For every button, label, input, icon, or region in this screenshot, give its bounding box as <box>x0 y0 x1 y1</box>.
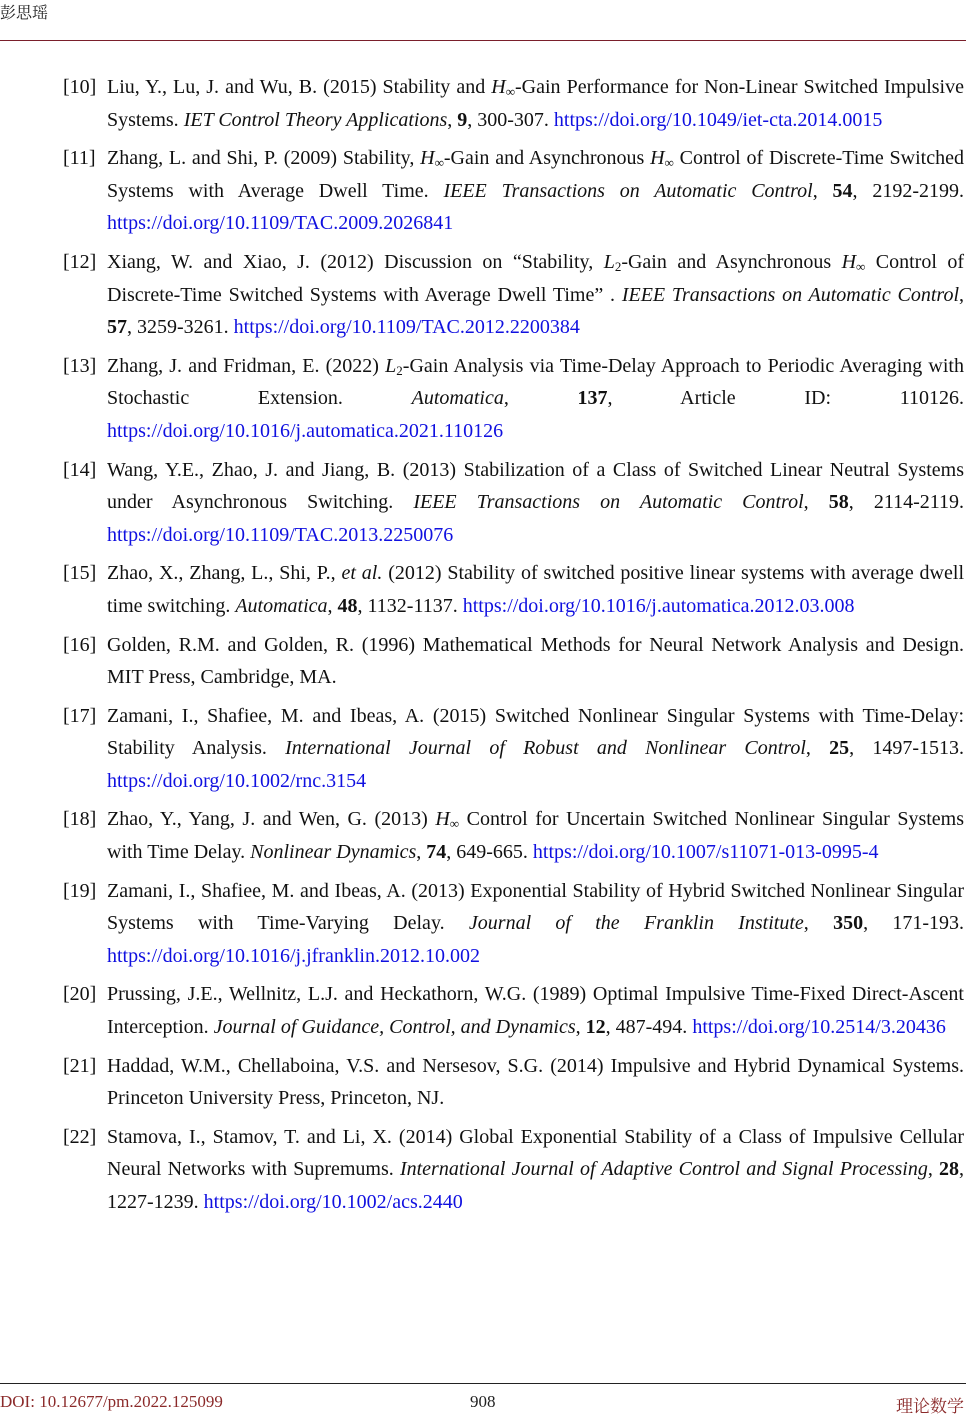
footer-rule <box>0 1383 966 1384</box>
reference-item <box>63 1121 964 1219</box>
reference-segment: , 3259-3261. <box>127 316 234 339</box>
reference-segment: Control of Discrete-Time Switched Systems with Average Dwell Time” . <box>107 250 965 306</box>
math-symbol <box>435 808 459 830</box>
volume-number: 57 <box>107 316 127 339</box>
volume-number: 28 <box>939 1158 960 1181</box>
reference-text <box>107 875 964 973</box>
math-base: L <box>603 250 615 273</box>
journal-title: Nonlinear Dynamics <box>250 841 417 864</box>
reference-text <box>107 978 964 1043</box>
reference-segment: Haddad, W.M., Chellaboina, V.S. and Nersesov, S.G. (2014) Impulsive and Hybrid Dynamical Systems. Princeton University Press, Princeton, NJ. <box>107 1054 964 1110</box>
math-symbol <box>650 147 674 169</box>
volume-number: 12 <box>585 1016 606 1039</box>
doi-link[interactable]: https://doi.org/10.1109/TAC.2009.2026841 <box>107 212 454 235</box>
math-base: H <box>841 250 857 273</box>
reference-item <box>63 71 964 136</box>
reference-segment: , 2114-2119. <box>848 491 964 514</box>
reference-number: [19] <box>63 879 97 902</box>
reference-item <box>63 246 964 344</box>
reference-segment: Zhao, X., Zhang, L., Shi, P., <box>107 562 342 585</box>
reference-segment: Xiang, W. and Xiao, J. (2012) Discussion on “Stability, <box>107 250 604 273</box>
reference-item <box>63 875 964 973</box>
footer-journal: 理论数学 <box>896 1397 964 1416</box>
math-base: L <box>385 354 397 377</box>
math-symbol <box>842 251 866 273</box>
reference-segment: -Gain and Asynchronous <box>621 250 842 273</box>
reference-number: [10] <box>63 76 97 98</box>
reference-segment: , 487-494. <box>605 1016 693 1039</box>
reference-segment: Zhang, L. and Shi, P. (2009) Stability, <box>107 147 421 170</box>
reference-item <box>63 142 964 240</box>
reference-segment: Stamova, I., Stamov, T. and Li, X. (2014) Global Exponential Stability of a Class of Impulsive Cellular Neural Networks with Supremums. <box>107 1125 964 1181</box>
reference-item <box>63 1050 964 1115</box>
reference-segment: Zamani, I., Shafiee, M. and Ibeas, A. (2013) Exponential Stability of Hybrid Switched Nonlinear Singular Systems with Time-Varying Delay. <box>107 879 964 935</box>
reference-segment: , 2192-2199. <box>852 179 964 202</box>
reference-item <box>63 803 964 868</box>
reference-segment: Zhao, Y., Yang, J. and Wen, G. (2013) <box>107 808 436 831</box>
math-subscript: 2 <box>396 362 403 378</box>
math-subscript: ∞ <box>449 816 460 832</box>
reference-list <box>63 71 964 1225</box>
reference-number: [17] <box>63 704 97 727</box>
journal-title: International Journal of Robust and Nonlinear Control <box>285 737 806 760</box>
reference-segment: , 1497-1513. <box>849 737 965 760</box>
journal-title: IEEE Transactions on Automatic Control <box>621 283 959 306</box>
journal-title: et al. <box>341 562 383 585</box>
reference-segment: Control of Discrete-Time Switched Systems with Average Dwell Time. <box>107 147 964 202</box>
math-base: H <box>420 147 435 170</box>
reference-segment: , <box>416 841 427 864</box>
volume-number: 25 <box>829 737 850 760</box>
reference-item <box>63 700 964 798</box>
reference-segment: , <box>803 912 834 935</box>
volume-number: 9 <box>457 108 468 131</box>
reference-number: [18] <box>63 808 97 831</box>
page-number: 908 <box>470 1392 496 1411</box>
journal-title: International Journal of Adaptive Control and Signal Processing <box>399 1158 928 1181</box>
reference-item <box>63 350 964 448</box>
math-symbol <box>604 251 622 273</box>
doi-link[interactable]: https://doi.org/10.1007/s11071-013-0995-4 <box>532 841 879 864</box>
reference-segment: , 1227-1239. <box>107 1158 965 1213</box>
reference-segment: , <box>447 108 458 131</box>
journal-title: IEEE Transactions on Automatic Control <box>413 491 804 514</box>
reference-segment: Control for Uncertain Switched Nonlinear Singular Systems with Time Delay. <box>107 808 965 864</box>
journal-title: Journal of Guidance, Control, and Dynamics <box>213 1016 576 1039</box>
journal-title: Journal of the Franklin Institute <box>468 912 804 935</box>
math-subscript: ∞ <box>434 155 444 171</box>
volume-number: 48 <box>337 594 358 617</box>
footer-doi: DOI: 10.12677/pm.2022.125099 <box>0 1392 223 1411</box>
doi-link[interactable]: https://doi.org/10.1109/TAC.2013.2250076 <box>107 523 454 546</box>
reference-number: [14] <box>63 458 97 481</box>
reference-text <box>107 803 964 868</box>
math-subscript: ∞ <box>664 155 674 171</box>
doi-link[interactable]: https://doi.org/10.2514/3.20436 <box>692 1016 946 1039</box>
reference-text <box>107 454 964 552</box>
reference-segment: , <box>503 387 578 410</box>
reference-segment: , <box>327 594 338 617</box>
reference-text <box>107 557 964 622</box>
math-base: H <box>435 808 450 831</box>
math-symbol <box>420 147 444 169</box>
math-base: H <box>491 76 506 98</box>
reference-segment: Prussing, J.E., Wellnitz, L.J. and Heckathorn, W.G. (1989) Optimal Impulsive Time-Fixed Direct-Ascent Interception. <box>107 983 964 1039</box>
reference-segment: Zamani, I., Shafiee, M. and Ibeas, A. (2015) Switched Nonlinear Singular Systems with Time-Delay: Stability Analysis. <box>107 704 964 760</box>
reference-segment: -Gain Analysis via Time-Delay Approach to Periodic Averaging with Stochastic Extension. <box>107 354 964 410</box>
reference-item <box>63 454 964 552</box>
reference-segment: , <box>805 737 830 760</box>
reference-segment: Golden, R.M. and Golden, R. (1996) Mathematical Methods for Neural Network Analysis and Design. MIT Press, Cambridge, MA. <box>107 633 964 689</box>
reference-text <box>107 1121 964 1219</box>
reference-segment: Wang, Y.E., Zhao, J. and Jiang, B. (2013) Stabilization of a Class of Switched Linear Neutral Systems under Asynchronous Switching. <box>107 458 964 514</box>
reference-segment: , Article ID: 110126. <box>607 387 965 410</box>
doi-link[interactable]: https://doi.org/10.1002/rnc.3154 <box>107 769 367 792</box>
reference-text <box>107 246 964 344</box>
reference-item <box>63 557 964 622</box>
math-subscript: ∞ <box>856 258 866 274</box>
reference-item <box>63 978 964 1043</box>
volume-number: 137 <box>577 387 608 410</box>
journal-title: Automatica <box>235 594 328 617</box>
math-symbol <box>491 76 515 98</box>
reference-segment: Zhang, J. and Fridman, E. (2022) <box>107 354 386 377</box>
reference-segment: , <box>927 1158 940 1181</box>
math-subscript: ∞ <box>505 84 516 99</box>
doi-link[interactable]: https://doi.org/10.1109/TAC.2012.2200384 <box>233 316 580 339</box>
reference-segment: , <box>575 1016 586 1039</box>
volume-number: 74 <box>426 841 447 864</box>
reference-number: [11] <box>63 147 96 170</box>
reference-segment: , 1132-1137. <box>357 594 463 617</box>
reference-number: [20] <box>63 983 97 1006</box>
math-symbol <box>385 355 403 377</box>
reference-segment: -Gain Performance for Non-Linear Switched Impulsive Systems. <box>107 76 964 131</box>
running-header-author: 彭思瑶 <box>0 5 49 22</box>
journal-title: IET Control Theory Applications <box>183 108 448 131</box>
header-rule <box>0 40 966 41</box>
doi-link[interactable]: https://doi.org/10.1016/j.jfranklin.2012.10.002 <box>107 944 480 967</box>
reference-number: [16] <box>63 633 97 656</box>
math-subscript: 2 <box>614 258 622 274</box>
doi-link[interactable]: https://doi.org/10.1049/iet-cta.2014.0015 <box>553 108 883 131</box>
reference-segment: , <box>959 283 964 306</box>
reference-text <box>107 629 964 694</box>
reference-number: [21] <box>63 1054 97 1077</box>
reference-segment: -Gain and Asynchronous <box>443 147 651 170</box>
reference-text <box>107 1050 964 1115</box>
doi-link[interactable]: https://doi.org/10.1016/j.automatica.2012.03.008 <box>462 594 855 617</box>
reference-number: [13] <box>63 354 97 377</box>
doi-link[interactable]: https://doi.org/10.1016/j.automatica.2021.110126 <box>107 419 504 442</box>
reference-text <box>107 350 964 448</box>
reference-segment: Liu, Y., Lu, J. and Wu, B. (2015) Stability and <box>107 76 492 98</box>
reference-text <box>107 71 964 136</box>
journal-title: Automatica <box>411 387 504 410</box>
volume-number: 350 <box>833 912 864 935</box>
reference-number: [12] <box>63 250 97 273</box>
reference-text <box>107 142 964 240</box>
reference-number: [15] <box>63 562 97 585</box>
doi-link[interactable]: https://doi.org/10.1002/acs.2440 <box>203 1191 463 1213</box>
volume-number: 58 <box>828 491 849 514</box>
reference-item <box>63 629 964 694</box>
reference-segment: , 300-307. <box>467 108 554 131</box>
reference-segment: , <box>803 491 829 514</box>
reference-segment: (2012) Stability of switched positive linear systems with average dwell time switching. <box>107 562 964 617</box>
journal-title: IEEE Transactions on Automatic Control <box>443 179 813 202</box>
math-base: H <box>650 147 665 170</box>
reference-segment: , 649-665. <box>446 841 533 864</box>
reference-segment: , <box>812 179 833 202</box>
reference-text <box>107 700 964 798</box>
volume-number: 54 <box>832 179 853 202</box>
reference-segment: , 171-193. <box>863 912 964 935</box>
reference-number: [22] <box>63 1125 97 1148</box>
